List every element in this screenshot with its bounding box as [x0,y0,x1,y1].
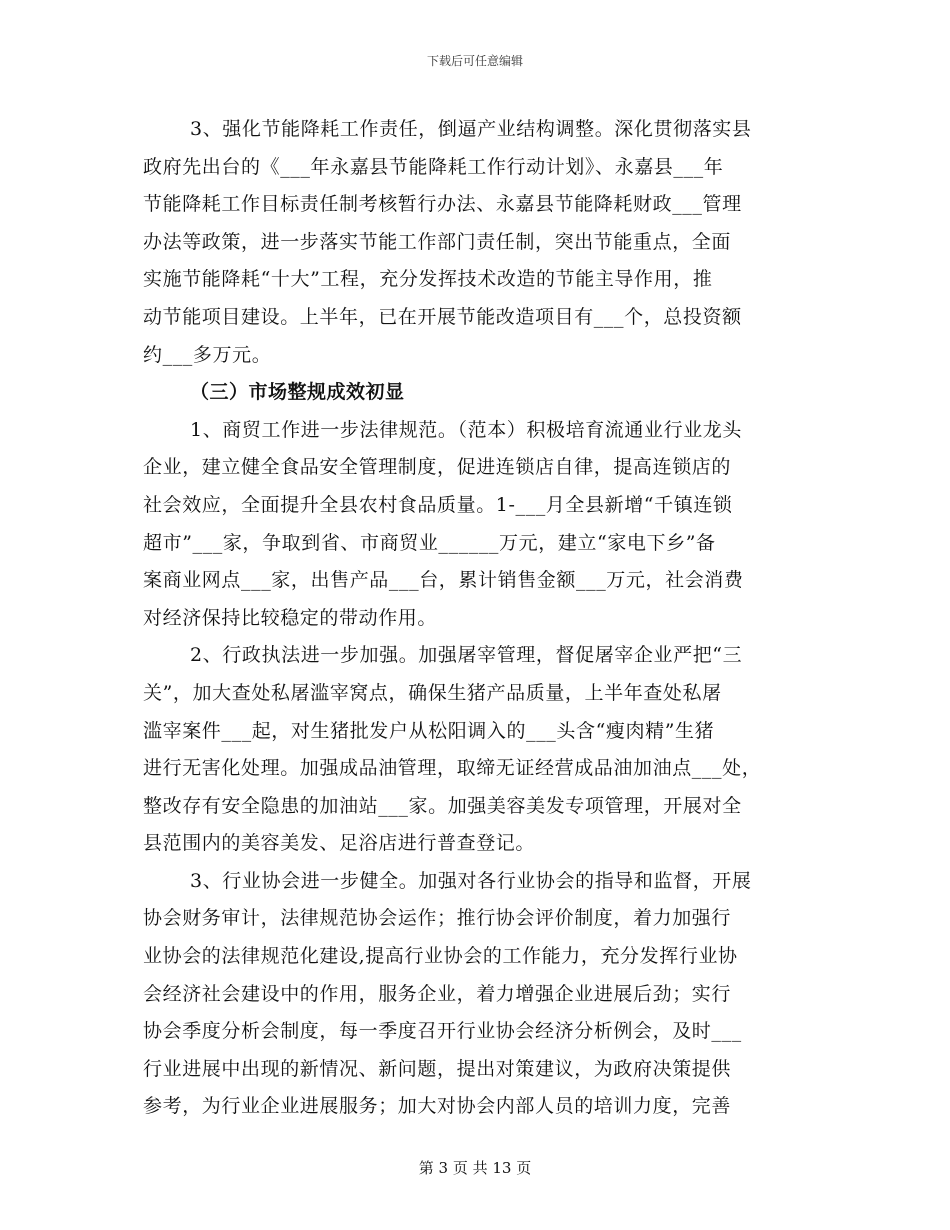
text-line: 关”，加大查处私屠滥宰窝点，确保生猪产品质量，上半年查处私屠 [143,681,722,704]
text-line: 1、商贸工作进一步法律规范。（范本）积极培育流通业行业龙头 [190,418,742,441]
text-line: 3、行业协会进一步健全。加强对各行业协会的指导和监督，开展 [190,869,752,892]
text-line: 2、行政执法进一步加强。加强屠宰管理，督促屠宰企业严把“三 [190,644,743,667]
section-heading: （三）市场整规成效初显 [190,381,405,404]
text-line: 动节能项目建设。上半年，已在开展节能改造项目有___个，总投资额 [143,305,742,328]
text-line: 县范围内的美容美发、足浴店进行普查登记。 [143,832,536,855]
text-line: 政府先出台的《___年永嘉县节能降耗工作行动计划》、永嘉县___年 [143,155,724,178]
text-line: 社会效应，全面提升全县农村食品质量。1-___月全县新增“千镇连锁 [143,493,733,516]
text-line: 业协会的法律规范化建设,提高行业协会的工作能力，充分发挥行业协 [143,945,738,968]
page-number: 第 3 页 共 13 页 [418,1159,532,1177]
text-line: 约___多万元。 [143,343,272,366]
page-header: 下载后可任意编辑 [426,54,523,68]
text-line: 办法等政策，进一步落实节能工作部门责任制，突出节能重点，全面 [143,230,732,253]
text-line: 协会季度分析会制度，每一季度召开行业协会经济分析例会，及时___ [143,1020,742,1043]
text-line: 案商业网点___家，出售产品___台，累计销售金额___万元，社会消费 [143,569,744,592]
text-line: 进行无害化处理。加强成品油管理，取缔无证经营成品油加油点___处， [143,757,762,780]
text-line: 协会财务审计，法律规范协会运作；推行协会评价制度，着力加强行 [143,907,732,930]
document-body [0,111,950,1126]
text-line: 行业进展中出现的新情况、新问题，提出对策建议，为政府决策提供 [143,1057,732,1080]
text-line: 对经济保持比较稳定的带动作用。 [143,606,438,629]
text-line: 会经济社会建设中的作用，服务企业，着力增强企业进展后劲；实行 [143,982,732,1005]
text-line: 实施节能降耗“十大”工程，充分发挥技术改造的节能主导作用，推 [143,268,713,291]
text-line: 整改存有安全隐患的加油站___家。加强美容美发专项管理，开展对全 [143,794,742,817]
text-line: 节能降耗工作目标责任制考核暂行办法、永嘉县节能降耗财政___管理 [143,193,742,216]
text-line: 滥宰案件___起，对生猪批发户从松阳调入的___头含“瘦肉精”生猪 [143,719,715,742]
text-line: 3、强化节能降耗工作责任，倒逼产业结构调整。深化贯彻落实县 [190,118,752,140]
text-line: 企业，建立健全食品安全管理制度，促进连锁店自律，提高连锁店的 [143,456,732,479]
text-line: 超市”___家，争取到省、市商贸业______万元，建立“家电下乡”备 [143,531,716,554]
text-line: 参考，为行业企业进展服务；加大对协会内部人员的培训力度，完善 [143,1095,732,1118]
